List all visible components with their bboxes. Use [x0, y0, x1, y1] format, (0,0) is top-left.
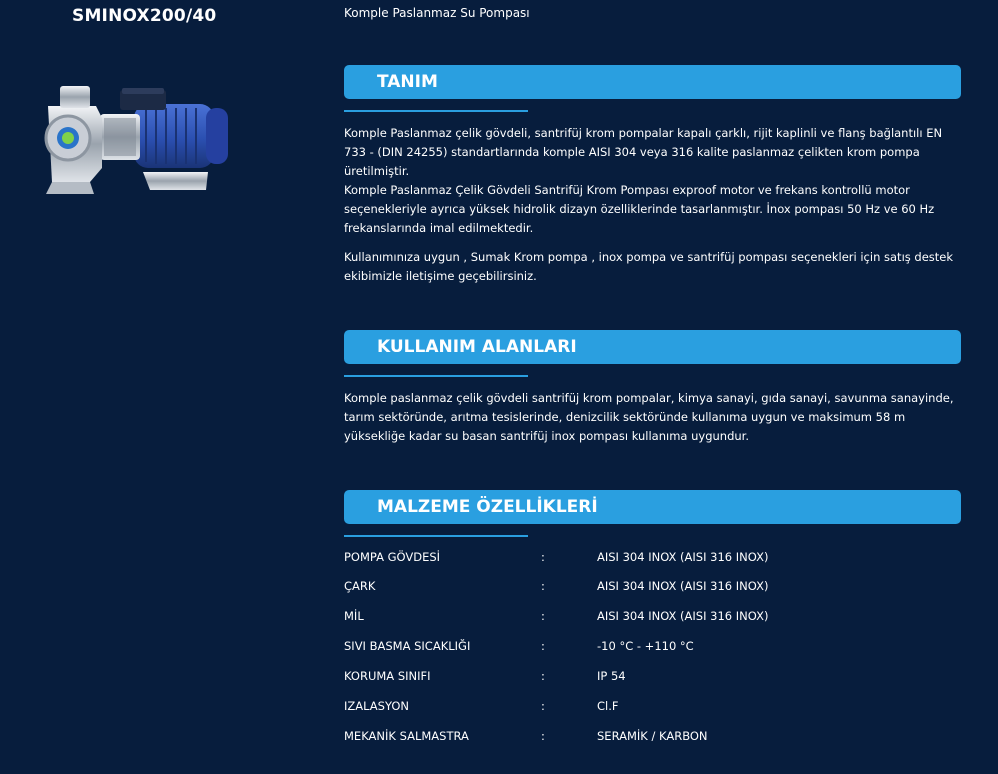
spec-colon: : [541, 669, 545, 683]
section-header-kullanim [344, 330, 961, 364]
section-underline [344, 110, 528, 112]
spec-key: ÇARK [344, 579, 376, 593]
spec-value: AISI 304 INOX (AISI 316 INOX) [597, 609, 769, 623]
pump-image [38, 78, 234, 198]
spec-key: MİL [344, 609, 364, 623]
spec-row [344, 699, 961, 719]
spec-row [344, 550, 961, 570]
spec-value: -10 °C - +110 °C [597, 639, 694, 653]
tanim-paragraph-1 [344, 124, 956, 238]
spec-key: SIVI BASMA SICAKLIĞI [344, 639, 471, 653]
spec-key: IZALASYON [344, 699, 410, 713]
section-header-malzeme [344, 490, 961, 524]
spec-colon: : [541, 729, 545, 743]
spec-value: SERAMİK / KARBON [597, 729, 708, 743]
product-subtitle: Komple Paslanmaz Su Pompası [344, 6, 530, 20]
section-header-tanim [344, 65, 961, 99]
spec-row [344, 639, 961, 659]
spec-value: Cl.F [597, 699, 619, 713]
spec-key: KORUMA SINIFI [344, 669, 431, 683]
spec-colon: : [541, 699, 545, 713]
spec-value: AISI 304 INOX (AISI 316 INOX) [597, 579, 769, 593]
spec-row [344, 579, 961, 599]
section-heading-tanim: TANIM [377, 72, 438, 92]
section-heading-kullanim: KULLANIM ALANLARI [377, 337, 577, 357]
spec-row [344, 669, 961, 689]
spec-key: POMPA GÖVDESİ [344, 550, 441, 564]
section-underline [344, 535, 528, 537]
spec-row [344, 729, 961, 749]
spec-value: AISI 304 INOX (AISI 316 INOX) [597, 550, 769, 564]
spec-key: MEKANİK SALMASTRA [344, 729, 469, 743]
spec-colon: : [541, 579, 545, 593]
spec-colon: : [541, 550, 545, 564]
spec-colon: : [541, 639, 545, 653]
spec-row [344, 609, 961, 629]
tanim-paragraph-2: Kullanımınıza uygun , Sumak Krom pompa , inox pompa ve santrifüj pompası seçenekleri için satış destek ekibimizle iletişime geçebilirsiniz. [344, 250, 954, 283]
product-title: SMINOX200/40 [72, 6, 217, 26]
spec-colon: : [541, 609, 545, 623]
tanim-text-2: Komple Paslanmaz Çelik Gövdeli Santrifüj Krom Pompası exproof motor ve frekans kontrollü motor seçenekleriyle ayrıca yüksek hidrolik dizayn özelliklerinde tasarlanmıştır. İnox pompası 50 Hz ve 60 Hz frekanslarında imal edilmektedir. [344, 183, 935, 235]
section-underline [344, 375, 528, 377]
tanim-text-1: Komple Paslanmaz çelik gövdeli, santrifüj krom pompalar kapalı çarklı, rijit kaplinli ve flanş bağlantılı EN 733 - (DIN 24255) standartlarında komple AISI 304 veya 316 kalite paslanmaz çelikten krom pompa üretilmiştir. [344, 126, 943, 178]
spec-value: IP 54 [597, 669, 626, 683]
kullanim-paragraph: Komple paslanmaz çelik gövdeli santrifüj krom pompalar, kimya sanayi, gıda sanayi, savunma sanayinde, tarım sektöründe, arıtma tesislerinde, denizcilik sektöründe kullanıma uygun ve maksimum 58 m yüksekliğe kadar su basan santrifüj inox pompası kullanıma uygundur. [344, 391, 954, 443]
section-heading-malzeme: MALZEME ÖZELLİKLERİ [377, 497, 598, 517]
